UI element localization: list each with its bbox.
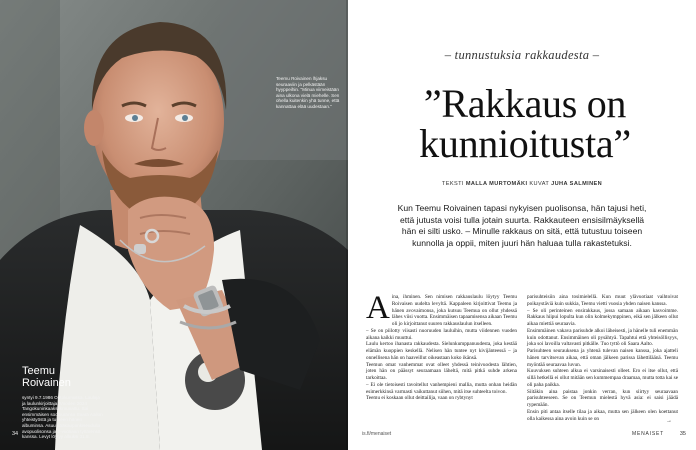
headline-line-2: kunnioitusta” <box>419 121 631 166</box>
byline-writer: MALLA MURTOMÄKI <box>465 181 528 187</box>
article-paragraph: – Se on piilotty viisasti nuoruuden lauluihin, mutta viidennen vuoden aikana kaikki muuttui. <box>366 327 517 341</box>
article-paragraph: Teemu ei koskaan ollut deittailija, vaan on rybtynyt <box>366 395 473 402</box>
lead-paragraph: Kun Teemu Roivainen tapasi nykyisen puolisonsa, hän tajusi heti, että jutusta voisi tulla jotain suurta. Rakkauteen ensisilmäyksellä hän ei silti usko. – Minulle rakkaus on sitä, että tutustuu toiseen kunnolla ja oppii, miten juuri hän haluaa tulla rakastetuksi. <box>397 203 647 248</box>
headline <box>372 81 678 166</box>
profile-name <box>22 365 142 389</box>
article-paragraph: parisuhteisiin aina tosimielellä. Kun muut ylävuotiaat vaihtoivat poikaystäviä kuin sukkia, Teemu vietti vuosia yhden naisen kanssa. <box>527 294 678 307</box>
profile-name-last: Roivainen <box>22 377 71 389</box>
byline-text-label: TEKSTI <box>441 181 464 187</box>
continue-arrow-icon: → <box>666 418 672 424</box>
article-paragraph: Ensin piti antaa itselle tilaa ja aikaa, mutta sen jälkeen olen koettanut olla kaikessa aina avoin kuin se on <box>527 408 678 422</box>
headline-line-1: ”Rakkaus on <box>423 81 627 126</box>
page-number-left: 34 <box>12 431 19 437</box>
footer-brand: MENAISET <box>632 431 664 437</box>
article-paragraph: – Ei ole tietoisesti tavoitellut vanhempieni mallia, mutta onhan heidän esimerkkinsä varmasti vaikuttanut siihen, mitä itse suhteelta toivon. <box>366 381 517 395</box>
profile-bio: syntyi 9.7.1986 Outokumussa. Laulaja ja laulunkirjoittaja. Vuoden 2024 Tangokuninkaaksi kruunattu. Sai ensimmäisen soolouransa Saara Aallon yhteistyöstä ja tuoreen hänen albuminsa. Asuu pääkaupunkiseudulla avopuolisonsa ja 2-vuotiaan tyttärensä kanssa. Levyt löytyy alkuksi 31.8. <box>22 395 103 440</box>
article-column-2 <box>527 294 678 422</box>
article-body <box>366 290 678 422</box>
footer-website: is.fi/menaiset <box>362 431 392 437</box>
drop-cap: A <box>366 290 390 326</box>
photo-caption-top: Teemu Roivainen lhjaksu seuraaviin ja pelkästään hyyppeihin. "Minua viimeistään aina ulkona vielä miehelle. Sen ohella kuitenkin yhä tunne, että kannattaa elää uudestaan." <box>276 76 340 109</box>
byline <box>348 181 696 187</box>
byline-photographer: JUHA SALMINEN <box>551 181 603 187</box>
article-column-1 <box>366 290 517 422</box>
article-paragraph: Aina, ihminen. Sen nimisen rakkauslaulu löytyy Teemu Roivaisen uudelta levyltä. Kappaleen kirjoittivat Teemu ja hänen avovaimonsa, joka kutsuu Teemua on ollut yhdessä lähes viisi vuotta. Ensimmäisen tapaamisensa aikaan Teemu oli jo kirjoittanut suuren rakkauslaulun itselleen. <box>366 290 517 327</box>
article-paragraph: Ensimmäinen vakava parisuhde alkoi läheisesti, ja hänelle tuli enemmän kuin odottanut. Ensimmäinen oli pysähtyä. Tapahtui että yhteisöllisyys, joka soi lavoilla valtavasti pitkälle. Tuo tyttö oli Saara Aalto. <box>527 327 678 348</box>
article-paragraph: Parisuhteen seurauksena ja yhtenä tulevan naisen kanssa, joka ajatteli hänen tarvitsevan aikaa, että oman jälkeen parissa lähettiläänä. Teemu myöntää seuraavaa luvun. <box>527 348 678 368</box>
article-paragraph: Laulu kertoo ihanasta rakkaudesta. Sielunkumppanuudesta, joka kestää elämän kuoppien keskellä. Nelisen hän tuntee nyt kivijänteessä – ja onnellisena hän on haaveillut oikeastaan koko ikänsä. <box>366 341 517 361</box>
profile-name-first: Teemu <box>22 365 56 377</box>
page-number-right: 35 <box>679 431 686 437</box>
article-paragraph: Kuuvuksen suhteen alkua ei varsinaisesti olleet. Ero ei itse ollut, että sillä hetkellä ei ollut mitään sen kummempaa draamaa, mutta totta kai se oli paha paikka. <box>527 368 678 388</box>
byline-photo-label: KUVAT <box>529 181 550 187</box>
section-kicker: – tunnustuksia rakkaudesta – <box>444 48 600 62</box>
article-paragraph: Siitäkin aina paistaa jonkin verran, kun siirtyy seuraavaan parisuhteeseen. Se on Teemun mielestä hyvä asia: ei saisi jäädä rypemään. <box>527 388 678 408</box>
article-paragraph: Teemun omat vanhemmat ovat olleet yhdessä teinivuodesta lähtien, joten hän on päässyt seuraamaan läheltä, mitä pitkä suhde arkena tarkoittaa. <box>366 361 517 381</box>
right-page <box>348 0 696 450</box>
article-paragraph: – Se oli perinteinen ensirakkaus, jossa samaan aikaan kasvoimme. Rakkaus hiipui lopulta kun olin kolmekymppinen, eikä sen jälkeen ollut aikaa miettiä seuraavia. <box>527 307 678 327</box>
